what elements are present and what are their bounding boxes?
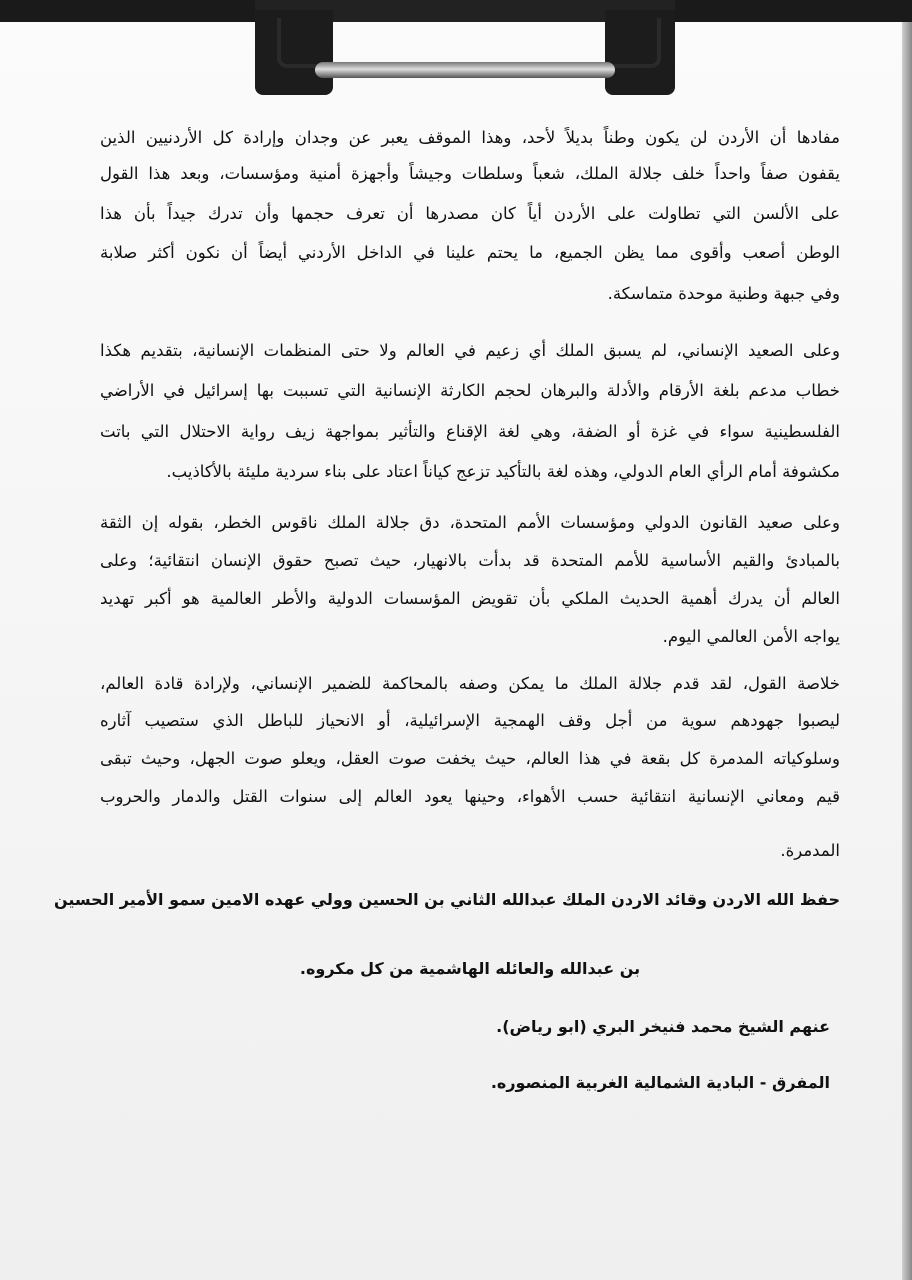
paragraph-2-line: خطاب مدعم بلغة الأرقام والأدلة والبرهان لحجم الكارثة الإنسانية التي تسببت بها إسرائيل في الأراضي [100,381,840,400]
paragraph-1-line: على الألسن التي تطاولت على الأردن أياً كان مصدرها أن تعرف حجمها وأن تدرك جيداً بأن هذا [100,204,840,223]
clipboard-clip-icon [255,0,675,95]
signature-line: عنهم الشيخ محمد فنيخر البري (ابو رياض). [496,1017,830,1036]
paragraph-1-line: الوطن أصعب وأقوى مما يظن الجميع، ما يحتم علينا في الداخل الأردني أيضاً أن نكون أكثر صلابة [100,243,840,262]
paragraph-4-line: وسلوكياته المدمرة كل بقعة في هذا العالم، حيث يخفت صوت العقل، ويعلو صوت الجهل، وحيث تبقى [100,749,840,768]
paragraph-3-line: يواجه الأمن العالمي اليوم. [662,627,840,646]
paragraph-2-line: الفلسطينية سواء في غزة أو الضفة، وهي لغة الإقناع والتأثير بمواجهة زيف رواية الاحتلال التي باتت [100,422,840,441]
paragraph-4-line: المدمرة. [780,841,840,860]
paragraph-2-line: مكشوفة أمام الرأي العام الدولي، وهذه لغة بالتأكيد تزعج كياناً اعتاد على بناء سردية مليئة بالأكاذيب. [166,462,840,481]
page-edge-shadow [902,0,912,1280]
location-line: المفرق - البادية الشمالية الغربية المنصوره. [490,1073,830,1092]
paragraph-1-line: يقفون صفاً واحداً خلف جلالة الملك، شعباً وسلطات وجيشاً وأجهزة أمنية ومؤسسات، وبعد هذا القول [100,164,840,183]
paragraph-3-line: وعلى صعيد القانون الدولي ومؤسسات الأمم المتحدة، دق جلالة الملك ناقوس الخطر، بقوله إن الثقة [100,513,840,532]
closing-prayer-line: حفظ الله الاردن وقائد الاردن الملك عبدالله الثاني بن الحسين وولي عهده الامين سمو الأمير الحسين [53,890,840,909]
paragraph-3-line: بالمبادئ والقيم الأساسية للأمم المتحدة قد بدأت بالانهيار، حيث تصبح حقوق الإنسان انتقائية؛ وعلى [100,551,840,570]
paragraph-1-line: وفي جبهة وطنية موحدة متماسكة. [607,284,840,303]
closing-prayer-line: بن عبدالله والعائله الهاشمية من كل مكروه. [299,959,641,978]
paragraph-2-line: وعلى الصعيد الإنساني، لم يسبق الملك أي زعيم في العالم ولا حتى المنظمات الإنسانية، بتقديم هكذا [100,341,840,360]
paragraph-4-line: خلاصة القول، لقد قدم جلالة الملك ما يمكن وصفه بالمحاكمة للضمير الإنساني، ولإرادة قادة العالم، [100,674,840,693]
paragraph-1-line: مفادها أن الأردن لن يكون وطناً بديلاً لأحد، وهذا الموقف يعبر عن وجدان وإرادة كل الأردنيين الذين [100,128,840,147]
paragraph-4-line: قيم ومعاني الإنسانية انتقائية حسب الأهواء، وحينها يعود العالم إلى سنوات القتل والدمار والحروب [100,787,840,806]
paragraph-4-line: ليصبوا جهودهم سوية من أجل وقف الهمجية الإسرائيلية، أو الانحياز للباطل الذي ستصيب آثاره [100,711,840,730]
paragraph-3-line: العالم أن يدرك أهمية الحديث الملكي بأن تقويض المؤسسات الدولية والأطر العالمية هو أكبر تهديد [100,589,840,608]
